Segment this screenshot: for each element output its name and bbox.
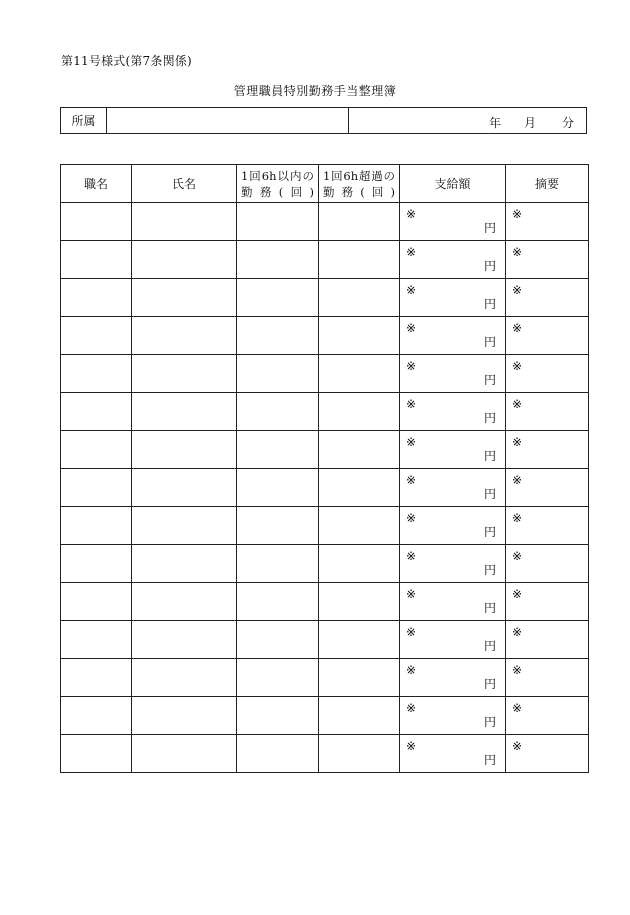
table-row [61, 621, 589, 659]
note-mark: ※ [512, 359, 523, 373]
over-6h-cell[interactable] [319, 621, 400, 659]
position-cell[interactable] [61, 393, 132, 431]
table-header-row [61, 165, 589, 203]
remarks-cell[interactable] [506, 583, 589, 621]
amount-cell[interactable] [400, 431, 506, 469]
within-6h-cell[interactable] [237, 469, 319, 507]
position-cell[interactable] [61, 469, 132, 507]
column-header-position: 職名 [61, 165, 132, 203]
table-row [61, 355, 589, 393]
amount-cell[interactable] [400, 469, 506, 507]
remarks-cell[interactable] [506, 203, 589, 241]
table-row [61, 241, 589, 279]
column-header-remarks: 摘要 [506, 165, 589, 203]
allowance-register-table [60, 164, 589, 773]
yen-unit: 円 [483, 449, 496, 463]
within-6h-cell[interactable] [237, 203, 319, 241]
position-cell[interactable] [61, 735, 132, 773]
table-row [61, 279, 589, 317]
over-6h-cell[interactable] [319, 241, 400, 279]
position-cell[interactable] [61, 241, 132, 279]
note-mark: ※ [406, 511, 417, 525]
note-mark: ※ [512, 739, 523, 753]
over-6h-cell[interactable] [319, 431, 400, 469]
name-cell[interactable] [132, 203, 237, 241]
note-mark: ※ [406, 207, 417, 221]
remarks-cell[interactable] [506, 735, 589, 773]
position-cell[interactable] [61, 203, 132, 241]
remarks-cell[interactable] [506, 659, 589, 697]
remarks-cell[interactable] [506, 697, 589, 735]
amount-cell[interactable] [400, 545, 506, 583]
position-cell[interactable] [61, 697, 132, 735]
column-header-amount: 支給額 [400, 165, 506, 203]
over-6h-cell[interactable] [319, 469, 400, 507]
table-body [61, 203, 589, 773]
amount-cell[interactable] [400, 621, 506, 659]
note-mark: ※ [406, 321, 417, 335]
month-label: 月 [524, 116, 537, 130]
note-mark: ※ [512, 283, 523, 297]
table-row [61, 735, 589, 773]
note-mark: ※ [512, 511, 523, 525]
over-6h-cell[interactable] [319, 659, 400, 697]
minute-label: 分 [562, 116, 575, 130]
remarks-cell[interactable] [506, 469, 589, 507]
within-6h-cell[interactable] [237, 241, 319, 279]
amount-cell[interactable] [400, 735, 506, 773]
yen-unit: 円 [483, 525, 496, 539]
note-mark: ※ [406, 663, 417, 677]
over-6h-cell[interactable] [319, 203, 400, 241]
note-mark: ※ [512, 587, 523, 601]
remarks-cell[interactable] [506, 431, 589, 469]
note-mark: ※ [512, 663, 523, 677]
note-mark: ※ [512, 473, 523, 487]
remarks-cell[interactable] [506, 621, 589, 659]
yen-unit: 円 [483, 563, 496, 577]
note-mark: ※ [406, 625, 417, 639]
note-mark: ※ [406, 435, 417, 449]
name-cell[interactable] [132, 279, 237, 317]
table-row [61, 393, 589, 431]
position-cell[interactable] [61, 545, 132, 583]
note-mark: ※ [406, 473, 417, 487]
amount-cell[interactable] [400, 355, 506, 393]
document-title: 管理職員特別勤務手当整理簿 [233, 84, 397, 98]
table-row [61, 583, 589, 621]
amount-cell[interactable] [400, 583, 506, 621]
position-cell[interactable] [61, 659, 132, 697]
position-cell[interactable] [61, 317, 132, 355]
table-row [61, 659, 589, 697]
affiliation-label: 所属 [61, 108, 107, 133]
position-cell[interactable] [61, 431, 132, 469]
yen-unit: 円 [483, 411, 496, 425]
name-cell[interactable] [132, 507, 237, 545]
form-number: 第11号様式(第7条関係) [61, 54, 192, 68]
remarks-cell[interactable] [506, 279, 589, 317]
note-mark: ※ [406, 283, 417, 297]
name-cell[interactable] [132, 621, 237, 659]
amount-cell[interactable] [400, 659, 506, 697]
within-6h-cell[interactable] [237, 355, 319, 393]
yen-unit: 円 [483, 259, 496, 273]
table-row [61, 545, 589, 583]
table-row [61, 697, 589, 735]
note-mark: ※ [406, 245, 417, 259]
within-6h-cell[interactable] [237, 545, 319, 583]
name-cell[interactable] [132, 317, 237, 355]
within-6h-cell[interactable] [237, 279, 319, 317]
note-mark: ※ [512, 207, 523, 221]
yen-unit: 円 [483, 639, 496, 653]
note-mark: ※ [512, 245, 523, 259]
yen-unit: 円 [483, 677, 496, 691]
note-mark: ※ [512, 549, 523, 563]
within-6h-cell[interactable] [237, 431, 319, 469]
name-cell[interactable] [132, 393, 237, 431]
within-6h-cell[interactable] [237, 507, 319, 545]
over-6h-cell[interactable] [319, 317, 400, 355]
note-mark: ※ [512, 321, 523, 335]
affiliation-header [60, 107, 587, 134]
yen-unit: 円 [483, 601, 496, 615]
name-cell[interactable] [132, 735, 237, 773]
remarks-cell[interactable] [506, 545, 589, 583]
column-header-name: 氏名 [132, 165, 237, 203]
over-6h-cell[interactable] [319, 583, 400, 621]
table-row [61, 317, 589, 355]
position-cell[interactable] [61, 621, 132, 659]
note-mark: ※ [406, 701, 417, 715]
within-6h-cell[interactable] [237, 393, 319, 431]
remarks-cell[interactable] [506, 507, 589, 545]
amount-cell[interactable] [400, 203, 506, 241]
position-cell[interactable] [61, 583, 132, 621]
note-mark: ※ [512, 701, 523, 715]
name-cell[interactable] [132, 545, 237, 583]
within-6h-cell[interactable] [237, 317, 319, 355]
position-cell[interactable] [61, 355, 132, 393]
name-cell[interactable] [132, 583, 237, 621]
date-field[interactable] [349, 108, 586, 133]
remarks-cell[interactable] [506, 393, 589, 431]
note-mark: ※ [406, 397, 417, 411]
name-cell[interactable] [132, 355, 237, 393]
note-mark: ※ [406, 587, 417, 601]
amount-cell[interactable] [400, 697, 506, 735]
name-cell[interactable] [132, 431, 237, 469]
affiliation-field[interactable] [107, 108, 349, 133]
within-6h-cell[interactable] [237, 583, 319, 621]
yen-unit: 円 [483, 715, 496, 729]
table-row [61, 507, 589, 545]
yen-unit: 円 [483, 373, 496, 387]
over-6h-cell[interactable] [319, 507, 400, 545]
over-6h-cell[interactable] [319, 735, 400, 773]
name-cell[interactable] [132, 241, 237, 279]
within-6h-cell[interactable] [237, 735, 319, 773]
amount-cell[interactable] [400, 507, 506, 545]
over-6h-cell[interactable] [319, 279, 400, 317]
amount-cell[interactable] [400, 241, 506, 279]
within-6h-cell[interactable] [237, 659, 319, 697]
position-cell[interactable] [61, 279, 132, 317]
over-6h-cell[interactable] [319, 697, 400, 735]
column-header-over-6h: 1回6h超過の勤務(回) [319, 165, 400, 203]
over-6h-cell[interactable] [319, 545, 400, 583]
amount-cell[interactable] [400, 279, 506, 317]
yen-unit: 円 [483, 753, 496, 767]
note-mark: ※ [406, 359, 417, 373]
name-cell[interactable] [132, 469, 237, 507]
yen-unit: 円 [483, 335, 496, 349]
yen-unit: 円 [483, 221, 496, 235]
position-cell[interactable] [61, 507, 132, 545]
note-mark: ※ [512, 625, 523, 639]
table-row [61, 469, 589, 507]
remarks-cell[interactable] [506, 355, 589, 393]
within-6h-cell[interactable] [237, 621, 319, 659]
table-row [61, 203, 589, 241]
within-6h-cell[interactable] [237, 697, 319, 735]
note-mark: ※ [512, 435, 523, 449]
over-6h-cell[interactable] [319, 355, 400, 393]
yen-unit: 円 [483, 297, 496, 311]
column-header-within-6h: 1回6h以内の勤務(回) [237, 165, 319, 203]
yen-unit: 円 [483, 487, 496, 501]
name-cell[interactable] [132, 659, 237, 697]
name-cell[interactable] [132, 697, 237, 735]
note-mark: ※ [406, 739, 417, 753]
remarks-cell[interactable] [506, 317, 589, 355]
amount-cell[interactable] [400, 317, 506, 355]
table-row [61, 431, 589, 469]
amount-cell[interactable] [400, 393, 506, 431]
note-mark: ※ [512, 397, 523, 411]
over-6h-cell[interactable] [319, 393, 400, 431]
year-label: 年 [489, 116, 502, 130]
remarks-cell[interactable] [506, 241, 589, 279]
note-mark: ※ [406, 549, 417, 563]
